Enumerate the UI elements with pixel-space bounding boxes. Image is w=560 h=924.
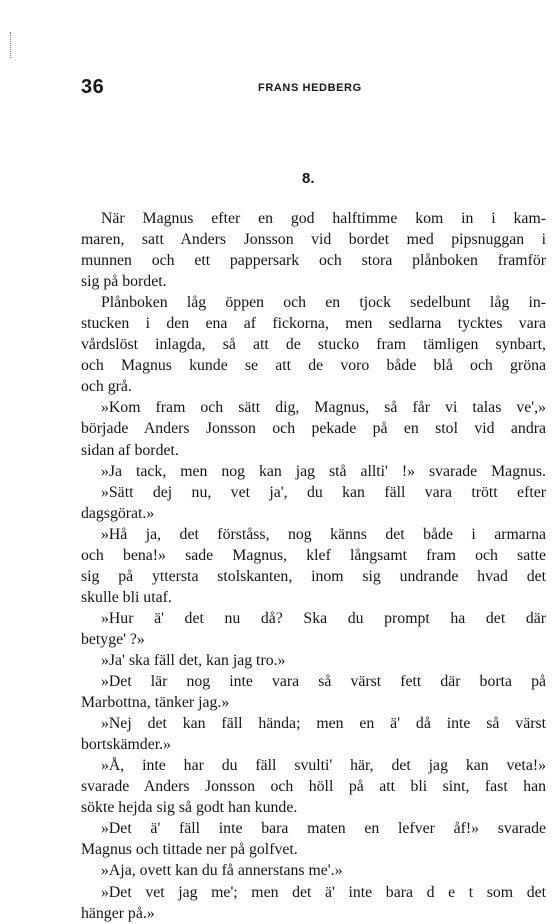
text-line: Marbottna, tänker jag.»: [81, 694, 230, 712]
text-line: »Det ä' fäll inte bara maten en lefver åf!» svarade: [101, 820, 546, 838]
text-line: munnen och ett pappersark och stora plånboken framför: [81, 252, 546, 270]
text-line: dagsgörat.»: [81, 504, 155, 522]
text-line: »Det lär nog inte vara så värst fett där borta på: [101, 673, 546, 691]
text-line: sig på bordet.: [81, 273, 167, 291]
text-line: stucken i den ena af fickorna, men sedlarna tycktes vara: [81, 315, 546, 333]
text-line: svarade Anders Jonsson och höll på att bli sint, fast han: [81, 778, 546, 796]
running-title: FRANS HEDBERG: [258, 82, 362, 94]
text-line: »Det vet jag me'; men det ä' inte bara d e t som det: [101, 883, 546, 901]
body-text: [81, 208, 546, 924]
text-line: När Magnus efter en god halftimme kom in i kam-: [101, 210, 546, 227]
text-line: »Ja' ska fäll det, kan jag tro.»: [101, 651, 286, 669]
text-line: vårdslöst inlagda, så att de stucko fram tämligen synbart,: [81, 336, 546, 354]
text-line: sidan af bordet.: [81, 441, 179, 459]
text-line: betyge' ?»: [81, 630, 145, 648]
text-line: skulle bli utaf.: [81, 588, 172, 606]
text-line: »Sätt dej nu, vet ja', du kan fäll vara trött efter: [101, 483, 546, 501]
chapter-number: 8.: [302, 170, 315, 187]
text-line: »Hå ja, det förståss, nog känns det både i armarna: [101, 525, 546, 543]
page-number: 36: [81, 76, 105, 98]
text-line: hänger på.»: [81, 904, 155, 922]
text-line: och bena!» sade Magnus, klef långsamt fram och satte: [81, 546, 546, 564]
text-line: maren, satt Anders Jonsson vid bordet med pipsnuggan i: [81, 231, 546, 249]
text-line: sig på yttersta stolskanten, inom sig undrande hvad det: [81, 567, 546, 585]
text-line: bortskämder.»: [81, 736, 171, 754]
text-line: Magnus och tittade ner på golfvet.: [81, 841, 298, 859]
text-line: och Magnus kunde se att de voro både blå och gröna: [81, 357, 546, 375]
text-line: »Kom fram och sätt dig, Magnus, så får vi talas ve',»: [101, 399, 546, 417]
text-line: började Anders Jonsson och pekade på en stol vid andra: [81, 420, 546, 438]
text-line: sökte hejda sig så godt han kunde.: [81, 799, 298, 817]
text-line: »Ja tack, men nog kan jag stå allti' !» svarade Magnus.: [101, 462, 546, 480]
text-line: Plånboken låg öppen och en tjock sedelbunt låg in-: [101, 294, 546, 312]
text-line: »Aja, ovett kan du få annerstans me'.»: [101, 862, 343, 880]
text-line: »Nej det kan fäll hända; men en ä' då inte så värst: [101, 715, 546, 733]
text-line: och grå.: [81, 378, 132, 396]
text-line: »Å, inte har du fäll svulti' här, det jag kan veta!»: [101, 757, 546, 775]
margin-mark: [10, 32, 13, 58]
text-line: »Hur ä' det nu då? Ska du prompt ha det där: [101, 609, 546, 627]
